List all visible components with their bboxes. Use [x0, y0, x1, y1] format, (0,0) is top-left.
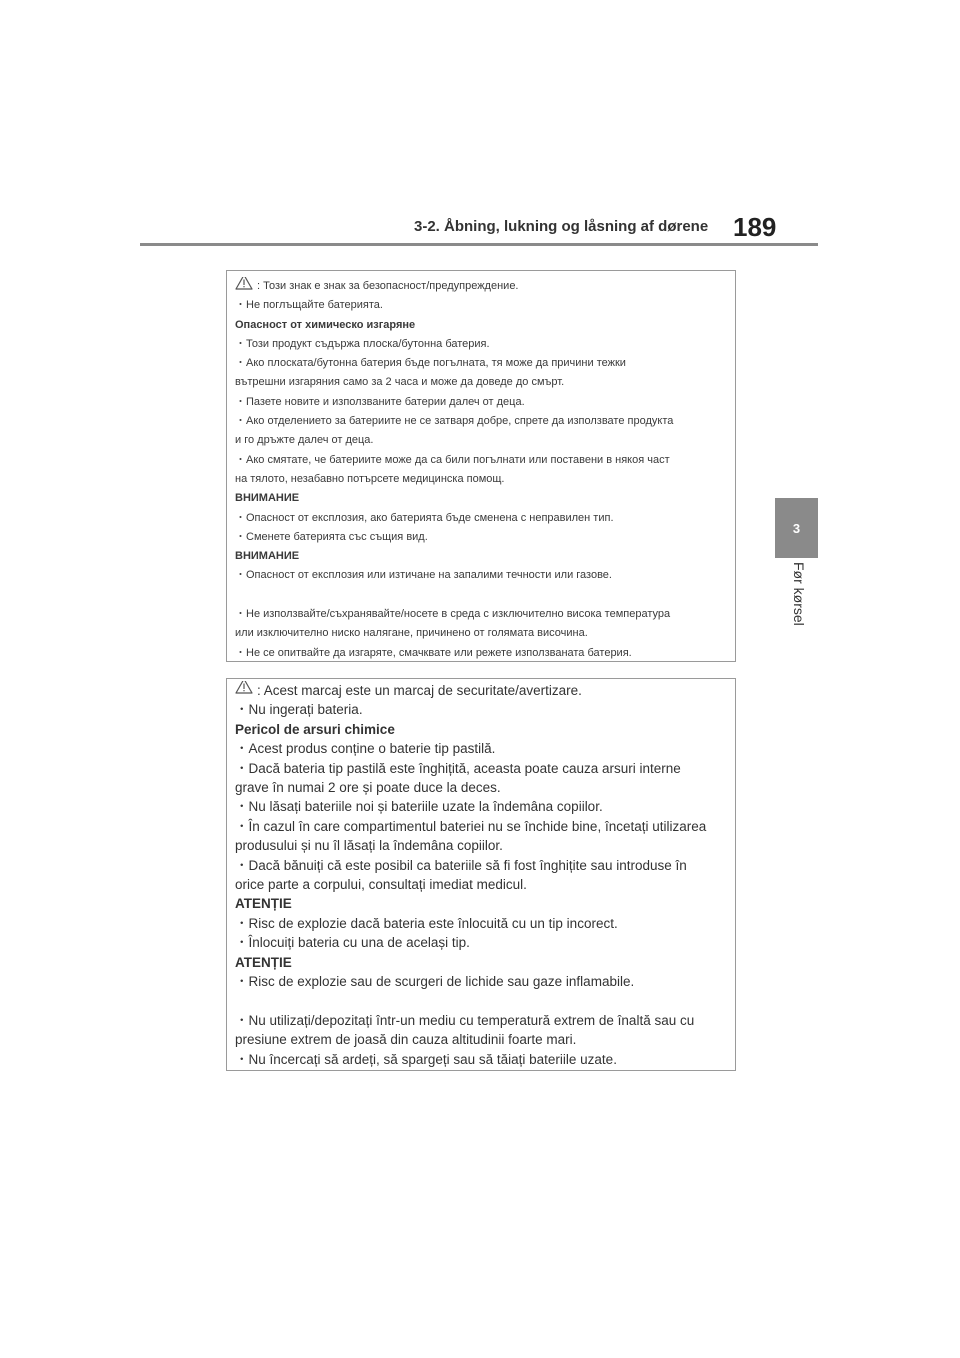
text-line: ・Acest produs conține o baterie tip pastilă. — [235, 741, 496, 757]
text-line: или изключително ниско налягане, причинено от голямата височина. — [235, 627, 588, 640]
romanian-warning-text: : Acest marcaj este un marcaj de securitate/avertizare. — [257, 683, 582, 698]
text-line: ・Risc de explozie dacă bateria este înlocuită cu un tip incorect. — [235, 915, 618, 931]
section-heading: ATENȚIE — [235, 954, 292, 970]
text-line: вътрешни изгаряния само за 2 часа и може да доведе до смърт. — [235, 376, 565, 389]
text-line: ・Nu încercați să ardeți, să spargeți sau să tăiați bateriile uzate. — [235, 1051, 617, 1067]
text-line: orice parte a corpului, consultați imediat medicul. — [235, 877, 527, 893]
header-rule — [140, 243, 818, 246]
text-line: ・Опасност от експлозия или изтичане на запалими течности или газове. — [235, 569, 612, 582]
warning-triangle-icon — [235, 681, 253, 694]
section-heading: ВНИМАНИЕ — [235, 492, 300, 505]
bulgarian-warning-text: : Този знак е знак за безопасност/предупреждение. — [257, 280, 519, 292]
chapter-label: Før kørsel — [791, 562, 807, 626]
text-line: ・Înlocuiți bateria cu una de același tip. — [235, 935, 470, 951]
text-line: ・Пазете новите и използваните батерии далеч от деца. — [235, 395, 525, 408]
bulgarian-warning-row — [235, 277, 727, 296]
bulgarian-text-lines — [235, 296, 727, 663]
text-line: ・Опасност от експлозия, ако батерията бъде сменена с неправилен тип. — [235, 511, 614, 524]
text-line: ・Dacă bateria tip pastilă este înghițită, aceasta poate cauza arsuri interne — [235, 760, 681, 776]
warning-triangle-icon — [235, 277, 253, 290]
text-line: ・Dacă bănuiți că este posibil ca bateriile să fi fost înghițite sau introduse în — [235, 857, 687, 873]
text-line: ・Ако смятате, че батериите може да са били погълнати или поставени в някоя част — [235, 453, 670, 466]
text-line: ・Nu utilizați/depozitați într-un mediu cu temperatură extrem de înaltă sau cu — [235, 1012, 695, 1028]
section-heading: Pericol de arsuri chimice — [235, 721, 395, 737]
text-line: и го дръжте далеч от деца. — [235, 434, 374, 447]
text-line: ・Не се опитвайте да изгаряте, смачквате или режете използваната батерия. — [235, 646, 632, 659]
text-line: ・Ако отделението за батериите не се затваря добре, спрете да използвате продукта — [235, 415, 674, 428]
chapter-number: 3 — [792, 520, 801, 536]
text-line: grave în numai 2 ore și poate duce la deces. — [235, 780, 501, 796]
text-line: ・Не поглъщайте батерията. — [235, 299, 383, 312]
text-line: presiune extrem de joasă din cauza altitudinii foarte mari. — [235, 1032, 577, 1048]
blank-line — [235, 586, 727, 605]
romanian-warning-row — [235, 681, 727, 700]
text-line: ・Не използвайте/съхранявайте/носете в среда с изключително висока температура — [235, 608, 671, 621]
romanian-text-lines — [235, 700, 727, 1069]
section-heading: ВНИМАНИЕ — [235, 550, 300, 563]
text-line: ・Risc de explozie sau de scurgeri de lichide sau gaze inflamabile. — [235, 974, 635, 990]
page-number: 189 — [733, 212, 777, 242]
text-line: ・Nu ingerați bateria. — [235, 702, 363, 718]
text-line: ・Nu lăsați bateriile noi și bateriile uzate la îndemâna copiilor. — [235, 799, 603, 815]
romanian-warning-box — [226, 678, 736, 1071]
text-line: ・Ако плоската/бутонна батерия бъде погълната, тя може да причини тежки — [235, 357, 626, 370]
chapter-tab — [775, 498, 818, 558]
text-line: ・Този продукт съдържа плоска/бутонна батерия. — [235, 337, 490, 350]
section-heading: ATENȚIE — [235, 896, 292, 912]
section-heading: Опасност от химическо изгаряне — [235, 318, 416, 331]
text-line: ・Сменете батерията със същия вид. — [235, 530, 428, 543]
bulgarian-warning-box — [226, 270, 736, 662]
text-line: ・În cazul în care compartimentul bateriei nu se închide bine, încetați utilizarea — [235, 818, 707, 834]
section-title: 3-2. Åbning, lukning og låsning af dørene — [414, 218, 709, 235]
text-line: на тялото, незабавно потърсете медицинска помощ. — [235, 472, 505, 485]
blank-line — [235, 992, 727, 1011]
text-line: produsului și nu îl lăsați la îndemâna copiilor. — [235, 838, 503, 854]
